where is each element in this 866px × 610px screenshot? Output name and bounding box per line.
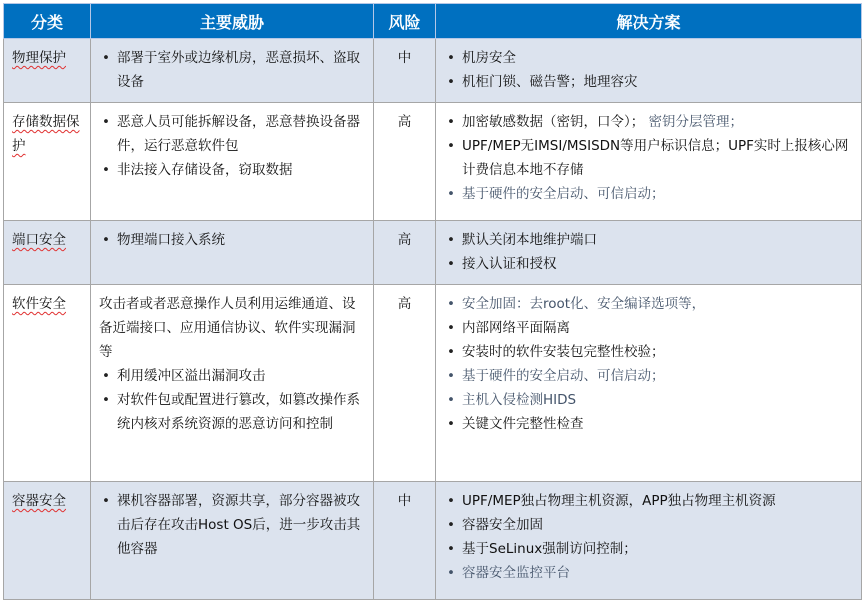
header-risk: 风险 bbox=[374, 4, 436, 39]
solution-cell bbox=[436, 221, 862, 285]
solution-item-suffix: 密钥分层管理； bbox=[648, 114, 744, 130]
solution-item: • 默认关闭本地维护端口 bbox=[462, 228, 853, 252]
solution-item: • 内部网络平面隔离 bbox=[462, 316, 853, 340]
threat-item: • 物理端口接入系统 bbox=[117, 228, 365, 252]
threat-cell bbox=[91, 482, 374, 600]
risk-cell: 中 bbox=[374, 39, 436, 103]
category-cell bbox=[4, 103, 91, 221]
category-label: 端口安全 bbox=[12, 232, 66, 248]
threat-description: 攻击者或者恶意操作人员利用运维通道、设备近端接口、应用通信协议、软件实现漏洞等 bbox=[99, 296, 356, 360]
category-label: 容器安全 bbox=[12, 493, 66, 509]
solution-item: • 基于硬件的安全启动、可信启动； bbox=[462, 182, 853, 206]
solution-item: • 容器安全监控平台 bbox=[462, 561, 853, 585]
solution-item: • 基于硬件的安全启动、可信启动； bbox=[462, 364, 853, 388]
category-label: 存储数据保护 bbox=[12, 114, 80, 154]
risk-cell: 中 bbox=[374, 482, 436, 600]
solution-item: • UPF/MEP独占物理主机资源，APP独占物理主机资源 bbox=[462, 489, 853, 513]
header-solution: 解决方案 bbox=[436, 4, 862, 39]
solution-cell bbox=[436, 482, 862, 600]
solution-item: • 关键文件完整性检查 bbox=[462, 412, 853, 436]
table-row bbox=[4, 39, 862, 103]
threat-item: • 恶意人员可能拆解设备，恶意替换设备器件，运行恶意软件包 bbox=[117, 110, 365, 158]
risk-cell: 高 bbox=[374, 103, 436, 221]
category-label: 软件安全 bbox=[12, 296, 66, 312]
solution-item: • 机柜门锁、磁告警；地理容灾 bbox=[462, 70, 853, 94]
header-row bbox=[4, 4, 862, 39]
solution-item bbox=[462, 110, 853, 134]
threat-item: • 利用缓冲区溢出漏洞攻击 bbox=[117, 364, 365, 388]
solution-item: • 接入认证和授权 bbox=[462, 252, 853, 276]
solution-item: • 安装时的软件安装包完整性校验； bbox=[462, 340, 853, 364]
solution-cell bbox=[436, 103, 862, 221]
header-threat: 主要威胁 bbox=[91, 4, 374, 39]
category-cell bbox=[4, 482, 91, 600]
solution-item: • 安全加固：去root化、安全编译选项等， bbox=[462, 292, 853, 316]
table-row bbox=[4, 482, 862, 600]
solution-cell bbox=[436, 285, 862, 482]
threat-cell bbox=[91, 103, 374, 221]
risk-cell: 高 bbox=[374, 221, 436, 285]
threat-cell bbox=[91, 285, 374, 482]
solution-item: • 主机入侵检测HIDS bbox=[462, 388, 853, 412]
solution-item-text: 加密敏感数据（密钥，口令）； bbox=[462, 114, 645, 130]
category-cell bbox=[4, 39, 91, 103]
security-threat-table bbox=[3, 3, 862, 600]
header-category: 分类 bbox=[4, 4, 91, 39]
solution-item: • 容器安全加固 bbox=[462, 513, 853, 537]
risk-cell: 高 bbox=[374, 285, 436, 482]
category-label: 物理保护 bbox=[12, 50, 66, 66]
table-row bbox=[4, 221, 862, 285]
threat-cell bbox=[91, 221, 374, 285]
table-row bbox=[4, 285, 862, 482]
threat-item: • 裸机容器部署，资源共享，部分容器被攻击后存在攻击Host OS后，进一步攻击其他容器 bbox=[117, 489, 365, 561]
threat-cell bbox=[91, 39, 374, 103]
table-row bbox=[4, 103, 862, 221]
solution-item: • UPF/MEP无IMSI/MSISDN等用户标识信息；UPF实时上报核心网计费信息本地不存储 bbox=[462, 134, 853, 182]
threat-item: • 部署于室外或边缘机房，恶意损坏、盗取设备 bbox=[117, 46, 365, 94]
solution-item: • 机房安全 bbox=[462, 46, 853, 70]
category-cell bbox=[4, 285, 91, 482]
threat-item: • 对软件包或配置进行篡改，如篡改操作系统内核对系统资源的恶意访问和控制 bbox=[117, 388, 365, 436]
category-cell bbox=[4, 221, 91, 285]
solution-item: • 基于SeLinux强制访问控制； bbox=[462, 537, 853, 561]
solution-cell bbox=[436, 39, 862, 103]
threat-item: • 非法接入存储设备，窃取数据 bbox=[117, 158, 365, 182]
